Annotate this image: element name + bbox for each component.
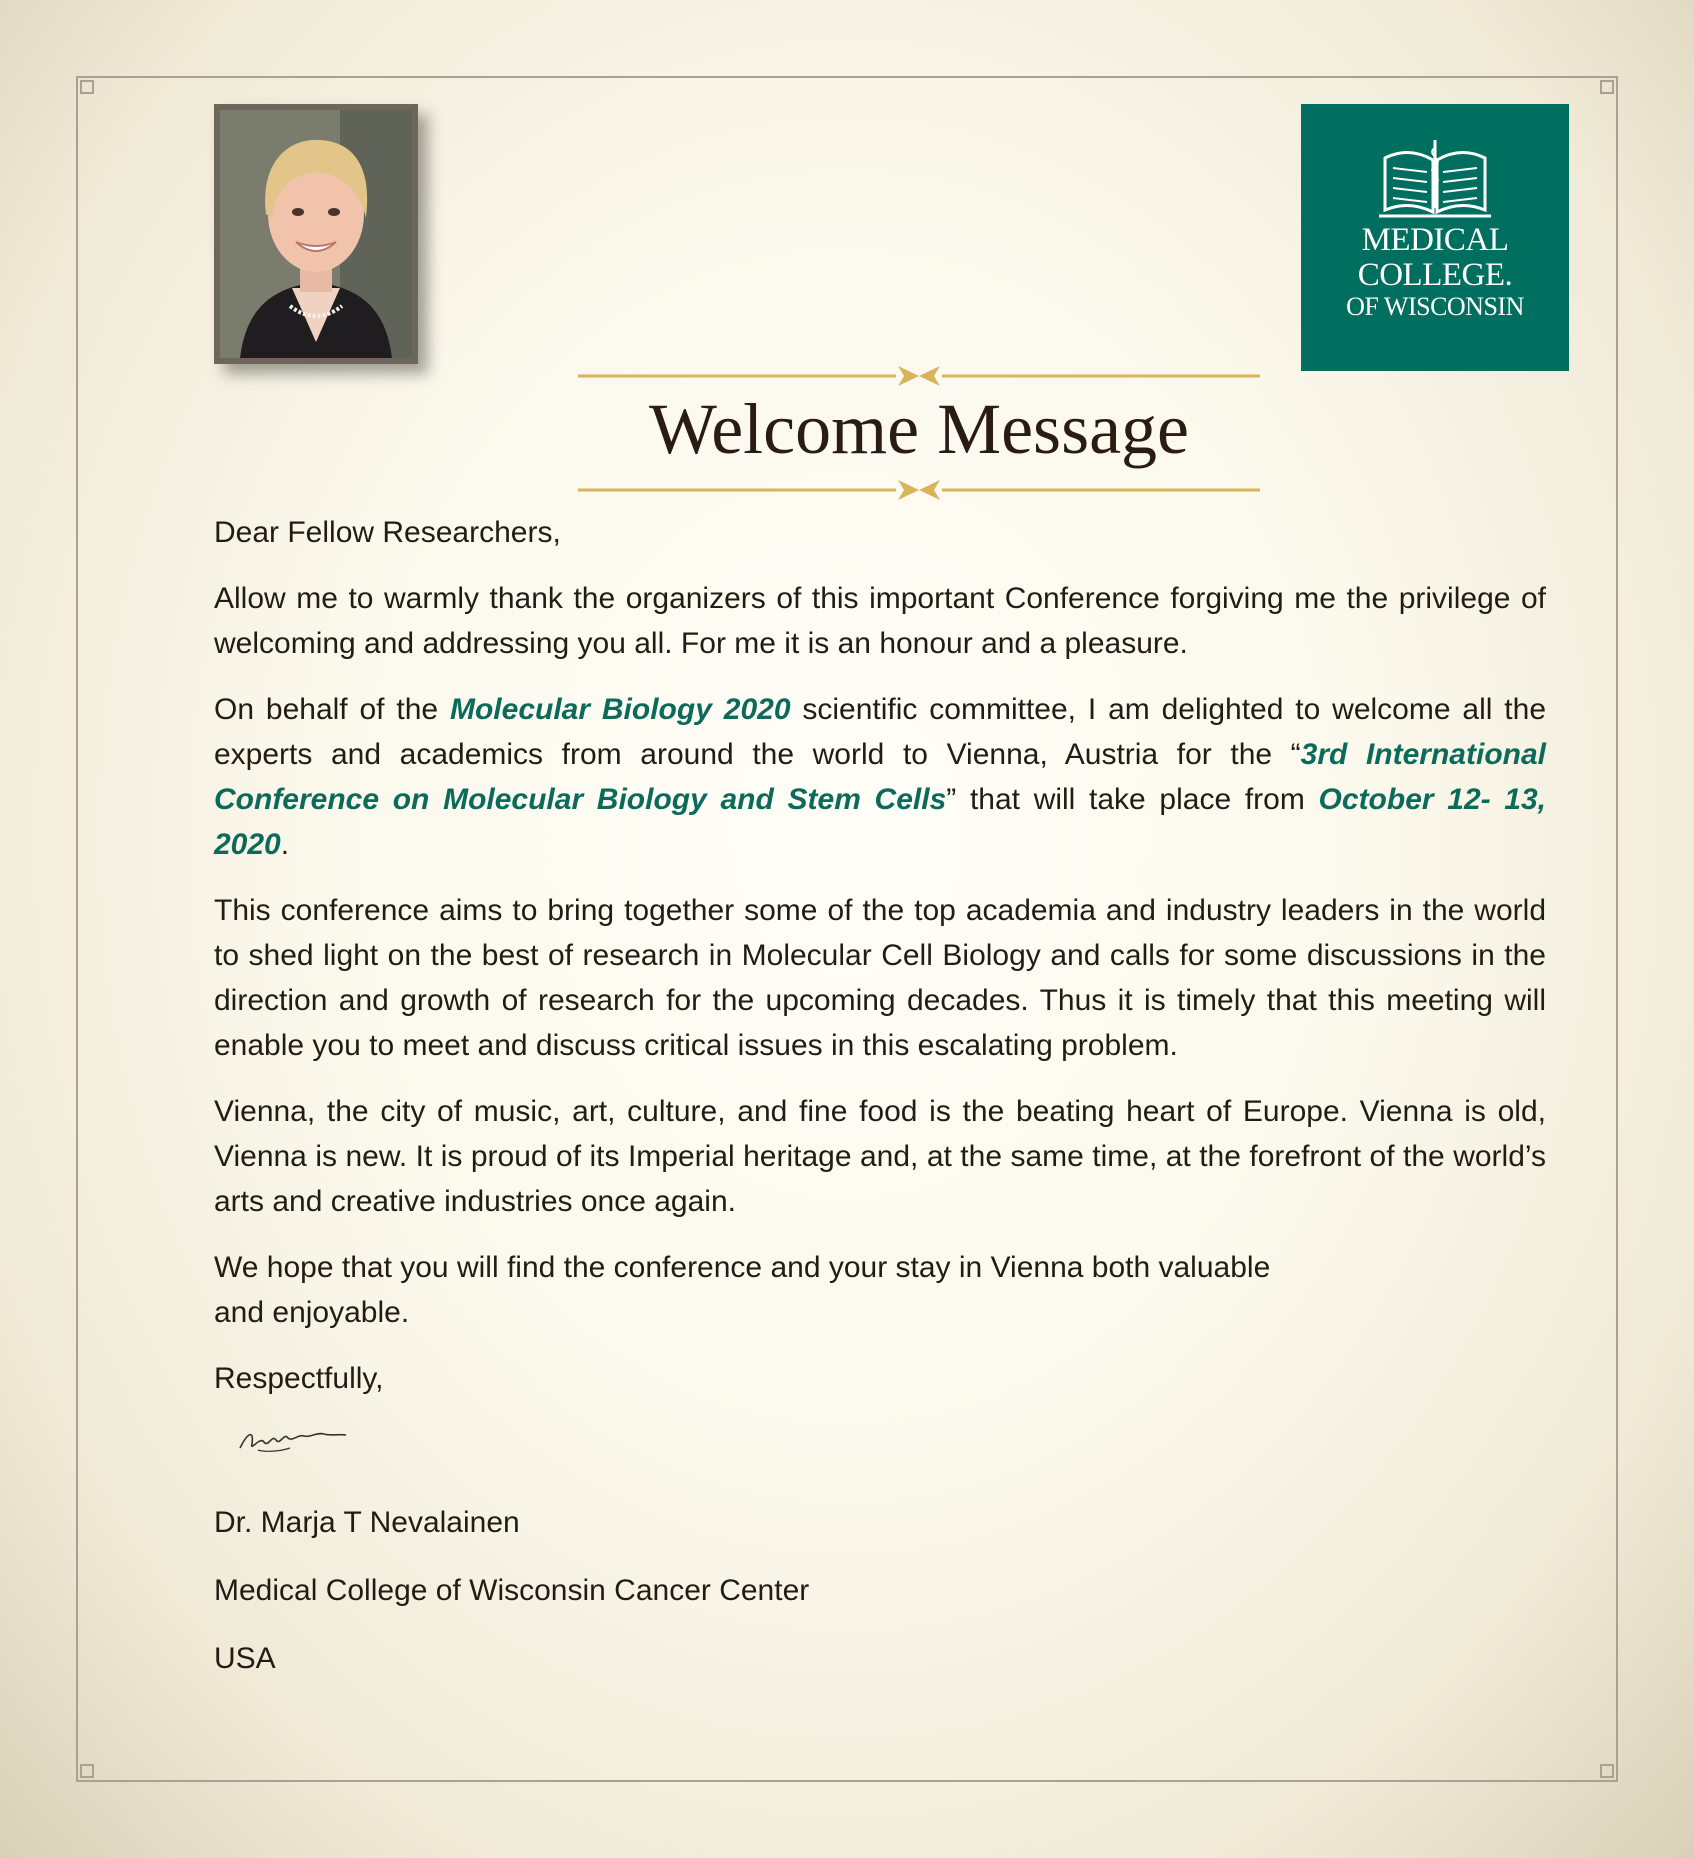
signer-organization: Medical College of Wisconsin Cancer Center bbox=[214, 1574, 810, 1607]
p2-text-a: On behalf of the bbox=[214, 693, 450, 726]
logo-text-line1: MEDICAL bbox=[1361, 222, 1509, 258]
medical-college-logo bbox=[1301, 104, 1569, 371]
p2-text-e: ” that will take place from bbox=[946, 783, 1319, 816]
p2-text-c: scientific committee, I am delighted to welcome all the experts and academics from around the world to Vienna, Austria for the “ bbox=[214, 693, 1547, 771]
paragraph-5 bbox=[214, 1245, 1546, 1335]
p2-highlight-conference-title: 3rd International Conference on Molecular Biology and Stem Cells bbox=[214, 738, 1546, 816]
paragraph-2 bbox=[214, 687, 1546, 867]
paragraph-3: This conference aims to bring together some of the top academia and industry leaders in the world to shed light on the best of research in Molecular Cell Biology and calls for some discussions in the direction and growth of research for the upcoming decades. Thus it is timely that this meeting will enable you to meet and discuss critical issues in this escalating problem. bbox=[214, 894, 1546, 1062]
greeting: Dear Fellow Researchers, bbox=[214, 516, 561, 549]
signer-name: Dr. Marja T Nevalainen bbox=[214, 1506, 520, 1539]
corner-ornament-bottom-left bbox=[80, 1764, 94, 1778]
p2-highlight-event-name: Molecular Biology 2020 bbox=[449, 693, 791, 726]
logo-text-line3: OF WISCONSIN bbox=[1346, 292, 1524, 321]
closing: Respectfully, bbox=[214, 1362, 384, 1395]
p2-text-g: . bbox=[280, 828, 290, 861]
corner-ornament-bottom-right bbox=[1600, 1764, 1614, 1778]
logo-text-line2: COLLEGE. bbox=[1357, 257, 1513, 293]
paragraph-4: Vienna, the city of music, art, culture, and fine food is the beating heart of Europe. Vienna is old, Vienna is new. It is proud of its Imperial heritage and, at the same time, at the forefront of the world’s arts and creative industries once again. bbox=[214, 1095, 1546, 1218]
open-book-icon bbox=[1301, 104, 1569, 224]
p5-line-2: and enjoyable. bbox=[214, 1296, 410, 1329]
p5-line-1: We hope that you will find the conference and your stay in Vienna both valuable bbox=[214, 1251, 1271, 1284]
title-block bbox=[578, 360, 1260, 500]
signer-country: USA bbox=[214, 1642, 276, 1675]
p2-highlight-date: October 12- 13, 2020 bbox=[214, 783, 1547, 861]
page-title: Welcome Message bbox=[649, 389, 1189, 469]
handwritten-signature bbox=[214, 1422, 1546, 1500]
portrait-photo bbox=[214, 104, 418, 364]
corner-ornament-top-right bbox=[1600, 80, 1614, 94]
corner-ornament-top-left bbox=[80, 80, 94, 94]
paragraph-1: Allow me to warmly thank the organizers of this important Conference forgiving me the privilege of welcoming and addressing you all. For me it is an honour and a pleasure. bbox=[214, 582, 1546, 660]
letter-body bbox=[214, 510, 1546, 1704]
